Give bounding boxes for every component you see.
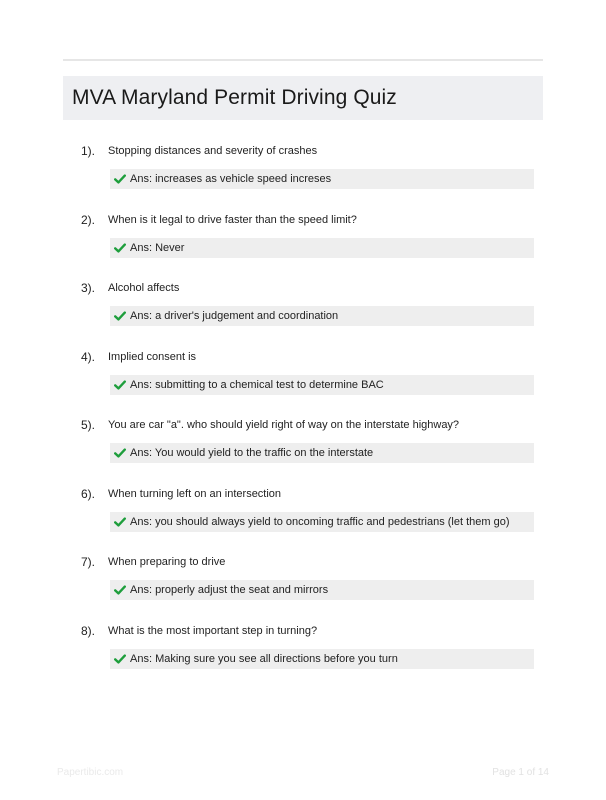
check-icon — [114, 242, 126, 254]
check-icon — [114, 379, 126, 391]
question-item — [0, 624, 606, 693]
answer-box — [110, 580, 534, 600]
question-text: When preparing to drive — [108, 556, 226, 568]
answer-text: Ans: you should always yield to oncoming traffic and pedestrians (let them go) — [130, 515, 510, 528]
check-icon — [114, 173, 126, 185]
check-icon — [114, 310, 126, 322]
question-text: Alcohol affects — [108, 282, 180, 294]
answer-text: Ans: a driver's judgement and coordination — [130, 310, 339, 322]
question-item — [0, 555, 606, 624]
question-number: 6). — [81, 486, 96, 501]
question-item — [0, 144, 606, 213]
footer-site: Papertibic.com — [57, 767, 124, 778]
question-number: 5). — [81, 418, 96, 432]
question-number: 8). — [81, 623, 96, 638]
answer-box — [110, 443, 534, 463]
question-list — [0, 144, 606, 692]
answer-text: Ans: submitting to a chemical test to determine BAC — [130, 378, 384, 391]
check-icon — [114, 516, 126, 528]
question-number: 4). — [81, 349, 96, 364]
question-text: Implied consent is — [108, 350, 197, 363]
question-item — [0, 213, 606, 282]
question-number: 2). — [81, 212, 96, 227]
check-icon — [114, 447, 126, 459]
answer-text: Ans: Making sure you see all directions before you turn — [130, 652, 398, 665]
top-divider — [63, 59, 543, 61]
check-icon — [114, 584, 126, 596]
question-item — [0, 281, 606, 350]
answer-box — [110, 238, 534, 258]
answer-text: Ans: Never — [130, 241, 185, 254]
answer-box — [110, 512, 534, 532]
question-text: Stopping distances and severity of crashes — [108, 145, 318, 157]
title-banner — [63, 76, 543, 120]
question-item — [0, 487, 606, 556]
footer-page-number: Page 1 of 14 — [492, 767, 549, 778]
answer-box — [110, 306, 534, 326]
page-title: MVA Maryland Permit Driving Quiz — [72, 86, 397, 109]
answer-text: Ans: increases as vehicle speed increses — [130, 173, 332, 185]
question-item — [0, 418, 606, 487]
answer-box — [110, 169, 534, 189]
question-text: When is it legal to drive faster than the speed limit? — [108, 213, 357, 226]
question-number: 3). — [81, 281, 96, 295]
answer-box — [110, 649, 534, 669]
answer-text: Ans: properly adjust the seat and mirrors — [130, 584, 329, 596]
question-number: 1). — [81, 144, 96, 158]
question-text: You are car "a". who should yield right of way on the interstate highway? — [108, 419, 460, 431]
answer-box — [110, 375, 534, 395]
question-text: What is the most important step in turning? — [108, 624, 318, 637]
question-item — [0, 350, 606, 419]
question-number: 7). — [81, 555, 96, 569]
question-text: When turning left on an intersection — [108, 487, 282, 500]
check-icon — [114, 653, 126, 665]
answer-text: Ans: You would yield to the traffic on the interstate — [130, 447, 374, 459]
